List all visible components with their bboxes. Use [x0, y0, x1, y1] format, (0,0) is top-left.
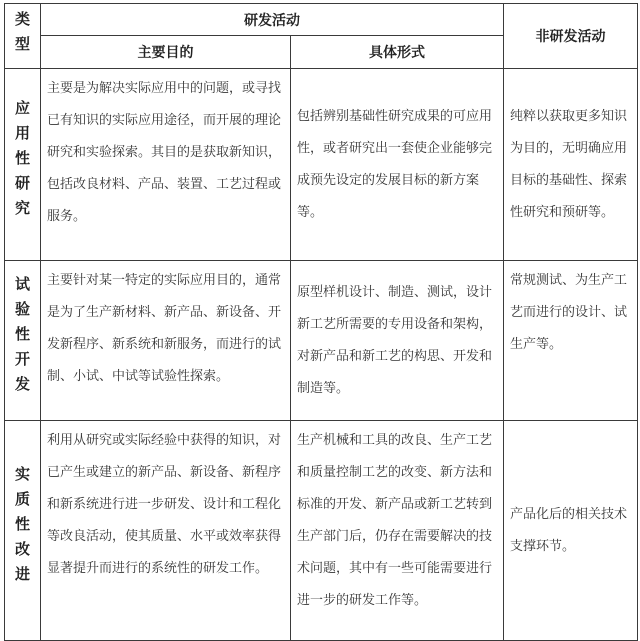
header-main-purpose: 主要目的 [41, 36, 291, 69]
row-purpose: 主要针对某一特定的实际应用目的，通常是为了生产新材料、新产品、新设备、开发新程序、新系统和新服务，而进行的试制、小试、中试等试验性探索。 [41, 261, 291, 421]
row-non-rd: 纯粹以获取更多知识为目的，无明确应用目标的基础性、探索性研究和预研等。 [504, 69, 638, 261]
row-non-rd: 常规测试、为生产工艺而进行的设计、试生产等。 [504, 261, 638, 421]
row-form: 原型样机设计、制造、测试，设计新工艺所需要的专用设备和架构，对新产品和新工艺的构思、开发和制造等。 [291, 261, 504, 421]
row-type: 实质性改进 [5, 421, 41, 641]
header-rd-activity: 研发活动 [41, 4, 504, 36]
row-type: 应用性研究 [5, 69, 41, 261]
row-form: 包括辨别基础性研究成果的可应用性，或者研究出一套使企业能够完成预先设定的发展目标的新方案等。 [291, 69, 504, 261]
table-row [5, 421, 638, 641]
row-purpose: 主要是为解决实际应用中的问题，或寻找已有知识的实际应用途径，而开展的理论研究和实验探索。其目的是获取新知识，包括改良材料、产品、装置、工艺过程或服务。 [41, 69, 291, 261]
header-specific-form: 具体形式 [291, 36, 504, 69]
row-purpose: 利用从研究或实际经验中获得的知识，对已产生或建立的新产品、新设备、新程序和新系统进行进一步研发、设计和工程化等改良活动，使其质量、水平或效率获得显著提升而进行的系统性的研发工作。 [41, 421, 291, 641]
row-form: 生产机械和工具的改良、生产工艺和质量控制工艺的改变、新方法和标准的开发、新产品或新工艺转到生产部门后，仍存在需要解决的技术问题，其中有一些可能需要进行进一步的研发工作等。 [291, 421, 504, 641]
table-row [5, 261, 638, 421]
row-non-rd: 产品化后的相关技术支撑环节。 [504, 421, 638, 641]
row-type: 试验性开发 [5, 261, 41, 421]
table-row [5, 69, 638, 261]
header-type: 类型 [5, 4, 41, 69]
rd-activity-table [4, 3, 638, 641]
header-non-rd-activity: 非研发活动 [504, 4, 638, 69]
